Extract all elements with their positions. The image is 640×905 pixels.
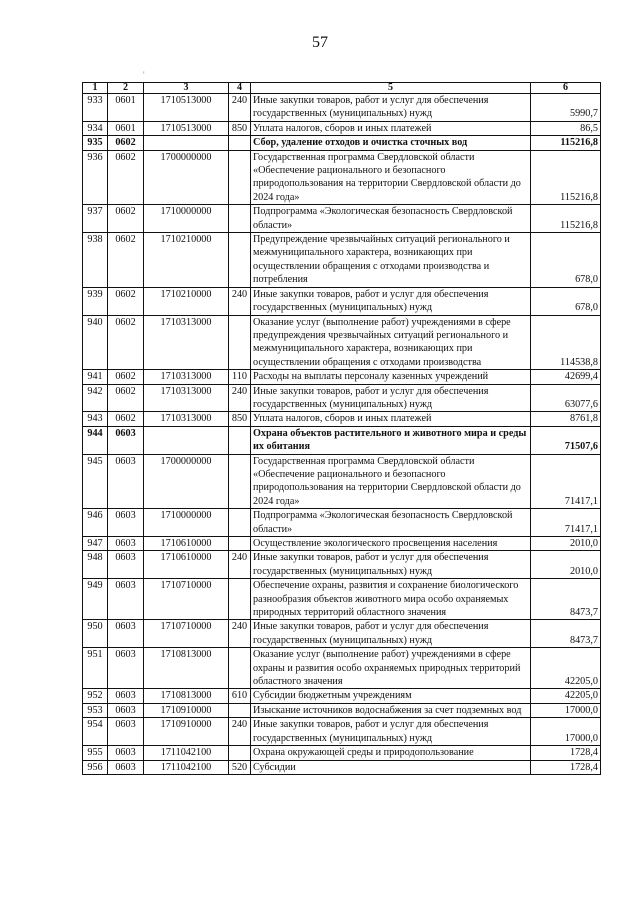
row-number: 941 [83, 370, 108, 384]
col-header-5: 5 [251, 83, 531, 94]
expense-type-code [229, 426, 251, 454]
row-number: 937 [83, 205, 108, 233]
row-number: 953 [83, 703, 108, 717]
row-number: 946 [83, 509, 108, 537]
row-number: 948 [83, 551, 108, 579]
target-article-code: 1710000000 [144, 509, 229, 537]
table-row [83, 384, 601, 412]
target-article-code [144, 136, 229, 150]
amount: 115216,8 [531, 205, 601, 233]
expense-type-code [229, 454, 251, 509]
row-number: 951 [83, 648, 108, 689]
table-row [83, 746, 601, 760]
row-number: 934 [83, 121, 108, 135]
table-row [83, 689, 601, 703]
target-article-code: 1700000000 [144, 150, 229, 205]
table-row [83, 121, 601, 135]
table-row [83, 412, 601, 426]
expense-type-code: 110 [229, 370, 251, 384]
table-row [83, 509, 601, 537]
section-code: 0603 [108, 703, 144, 717]
budget-table [82, 82, 601, 775]
expense-type-code: 240 [229, 287, 251, 315]
table-row [83, 760, 601, 774]
amount: 2010,0 [531, 537, 601, 551]
table-row [83, 426, 601, 454]
expense-type-code [229, 703, 251, 717]
section-code: 0603 [108, 760, 144, 774]
amount: 8473,7 [531, 579, 601, 620]
expense-type-code: 240 [229, 94, 251, 122]
target-article-code: 1710813000 [144, 648, 229, 689]
page-number: 57 [312, 34, 328, 51]
target-article-code: 1711042100 [144, 760, 229, 774]
amount: 115216,8 [531, 136, 601, 150]
item-name: Оказание услуг (выполнение работ) учреждениями в сфере охраны и развития особо охраняемых природных территорий областного значения [251, 648, 531, 689]
target-article-code: 1710210000 [144, 287, 229, 315]
item-name: Иные закупки товаров, работ и услуг для обеспечения государственных (муниципальных) нужд [251, 384, 531, 412]
row-number: 945 [83, 454, 108, 509]
section-code: 0603 [108, 746, 144, 760]
target-article-code: 1710513000 [144, 94, 229, 122]
row-number: 940 [83, 315, 108, 370]
item-name: Осуществление экологического просвещения населения [251, 537, 531, 551]
col-header-2: 2 [108, 83, 144, 94]
expense-type-code [229, 509, 251, 537]
target-article-code: 1710513000 [144, 121, 229, 135]
table-header-row [83, 83, 601, 94]
target-article-code: 1710910000 [144, 718, 229, 746]
expense-type-code [229, 579, 251, 620]
col-header-3: 3 [144, 83, 229, 94]
expense-type-code [229, 315, 251, 370]
item-name: Государственная программа Свердловской области «Обеспечение рационального и безопасного природопользования на территории Свердловской области до 2024 года» [251, 150, 531, 205]
table-row [83, 620, 601, 648]
amount: 86,5 [531, 121, 601, 135]
amount: 71417,1 [531, 454, 601, 509]
row-number: 933 [83, 94, 108, 122]
table-row [83, 150, 601, 205]
row-number: 942 [83, 384, 108, 412]
amount: 8761,8 [531, 412, 601, 426]
target-article-code: 1711042100 [144, 746, 229, 760]
expense-type-code: 240 [229, 551, 251, 579]
row-number: 955 [83, 746, 108, 760]
item-name: Иные закупки товаров, работ и услуг для обеспечения государственных (муниципальных) нужд [251, 620, 531, 648]
target-article-code: 1710910000 [144, 703, 229, 717]
item-name: Иные закупки товаров, работ и услуг для обеспечения государственных (муниципальных) нужд [251, 94, 531, 122]
item-name: Иные закупки товаров, работ и услуг для обеспечения государственных (муниципальных) нужд [251, 718, 531, 746]
section-code: 0602 [108, 384, 144, 412]
row-number: 947 [83, 537, 108, 551]
section-code: 0603 [108, 551, 144, 579]
amount: 17000,0 [531, 703, 601, 717]
target-article-code: 1710313000 [144, 412, 229, 426]
table-row [83, 648, 601, 689]
table-row [83, 287, 601, 315]
section-code: 0602 [108, 287, 144, 315]
table-row [83, 579, 601, 620]
section-code: 0602 [108, 233, 144, 288]
section-code: 0603 [108, 620, 144, 648]
expense-type-code: 520 [229, 760, 251, 774]
expense-type-code [229, 746, 251, 760]
item-name: Сбор, удаление отходов и очистка сточных вод [251, 136, 531, 150]
section-code: 0602 [108, 315, 144, 370]
table-row [83, 205, 601, 233]
col-header-6: 6 [531, 83, 601, 94]
section-code: 0603 [108, 454, 144, 509]
section-code: 0601 [108, 94, 144, 122]
item-name: Иные закупки товаров, работ и услуг для обеспечения государственных (муниципальных) нужд [251, 551, 531, 579]
target-article-code: 1700000000 [144, 454, 229, 509]
amount: 8473,7 [531, 620, 601, 648]
amount: 71507,6 [531, 426, 601, 454]
target-article-code: 1710313000 [144, 370, 229, 384]
target-article-code: 1710610000 [144, 537, 229, 551]
item-name: Подпрограмма «Экологическая безопасность Свердловской области» [251, 205, 531, 233]
table-row [83, 233, 601, 288]
expense-type-code [229, 136, 251, 150]
amount: 42205,0 [531, 689, 601, 703]
row-number: 935 [83, 136, 108, 150]
table-row [83, 718, 601, 746]
item-name: Предупреждение чрезвычайных ситуаций регионального и межмуниципального характера, возникающих при осуществлении обращения с отходами производства и потребления [251, 233, 531, 288]
section-code: 0602 [108, 370, 144, 384]
row-number: 952 [83, 689, 108, 703]
row-number: 943 [83, 412, 108, 426]
amount: 678,0 [531, 287, 601, 315]
table-row [83, 136, 601, 150]
row-number: 949 [83, 579, 108, 620]
table-row [83, 315, 601, 370]
expense-type-code: 240 [229, 718, 251, 746]
target-article-code: 1710710000 [144, 579, 229, 620]
expense-type-code [229, 150, 251, 205]
table-row [83, 454, 601, 509]
section-code: 0602 [108, 150, 144, 205]
expense-type-code [229, 233, 251, 288]
amount: 5990,7 [531, 94, 601, 122]
item-name: Охрана объектов растительного и животного мира и среды их обитания [251, 426, 531, 454]
amount: 1728,4 [531, 760, 601, 774]
section-code: 0603 [108, 537, 144, 551]
table-row [83, 703, 601, 717]
expense-type-code [229, 537, 251, 551]
expense-type-code: 850 [229, 121, 251, 135]
expense-type-code: 610 [229, 689, 251, 703]
item-name: Расходы на выплаты персоналу казенных учреждений [251, 370, 531, 384]
amount: 71417,1 [531, 509, 601, 537]
row-number: 954 [83, 718, 108, 746]
target-article-code: 1710710000 [144, 620, 229, 648]
item-name: Оказание услуг (выполнение работ) учреждениями в сфере предупреждения чрезвычайных ситуаций регионального и межмуниципального характера, возникающих при осуществлении обращения с отходами производства [251, 315, 531, 370]
table-row [83, 551, 601, 579]
section-code: 0602 [108, 205, 144, 233]
amount: 17000,0 [531, 718, 601, 746]
row-number: 956 [83, 760, 108, 774]
amount: 678,0 [531, 233, 601, 288]
section-code: 0603 [108, 426, 144, 454]
row-number: 950 [83, 620, 108, 648]
amount: 42205,0 [531, 648, 601, 689]
target-article-code: 1710000000 [144, 205, 229, 233]
amount: 114538,8 [531, 315, 601, 370]
row-number: 936 [83, 150, 108, 205]
item-name: Субсидии [251, 760, 531, 774]
section-code: 0603 [108, 509, 144, 537]
item-name: Уплата налогов, сборов и иных платежей [251, 121, 531, 135]
expense-type-code: 240 [229, 384, 251, 412]
target-article-code: 1710210000 [144, 233, 229, 288]
row-number: 944 [83, 426, 108, 454]
target-article-code: 1710313000 [144, 315, 229, 370]
expense-type-code [229, 205, 251, 233]
stray-mark: ' [143, 70, 145, 80]
col-header-4: 4 [229, 83, 251, 94]
section-code: 0603 [108, 648, 144, 689]
item-name: Подпрограмма «Экологическая безопасность Свердловской области» [251, 509, 531, 537]
table-row [83, 94, 601, 122]
amount: 115216,8 [531, 150, 601, 205]
target-article-code: 1710813000 [144, 689, 229, 703]
section-code: 0603 [108, 689, 144, 703]
target-article-code: 1710610000 [144, 551, 229, 579]
section-code: 0601 [108, 121, 144, 135]
amount: 1728,4 [531, 746, 601, 760]
item-name: Иные закупки товаров, работ и услуг для обеспечения государственных (муниципальных) нужд [251, 287, 531, 315]
amount: 2010,0 [531, 551, 601, 579]
table-row [83, 537, 601, 551]
item-name: Уплата налогов, сборов и иных платежей [251, 412, 531, 426]
col-header-1: 1 [83, 83, 108, 94]
table-row [83, 370, 601, 384]
section-code: 0602 [108, 136, 144, 150]
expense-type-code: 850 [229, 412, 251, 426]
target-article-code: 1710313000 [144, 384, 229, 412]
item-name: Субсидии бюджетным учреждениям [251, 689, 531, 703]
section-code: 0602 [108, 412, 144, 426]
item-name: Изыскание источников водоснабжения за счет подземных вод [251, 703, 531, 717]
row-number: 938 [83, 233, 108, 288]
amount: 42699,4 [531, 370, 601, 384]
section-code: 0603 [108, 579, 144, 620]
amount: 63077,6 [531, 384, 601, 412]
expense-type-code: 240 [229, 620, 251, 648]
item-name: Обеспечение охраны, развития и сохранение биологического разнообразия объектов животного мира особо охраняемых природных территорий областного значения [251, 579, 531, 620]
target-article-code [144, 426, 229, 454]
item-name: Государственная программа Свердловской области «Обеспечение рационального и безопасного природопользования на территории Свердловской области до 2024 года» [251, 454, 531, 509]
row-number: 939 [83, 287, 108, 315]
item-name: Охрана окружающей среды и природопользование [251, 746, 531, 760]
expense-type-code [229, 648, 251, 689]
section-code: 0603 [108, 718, 144, 746]
